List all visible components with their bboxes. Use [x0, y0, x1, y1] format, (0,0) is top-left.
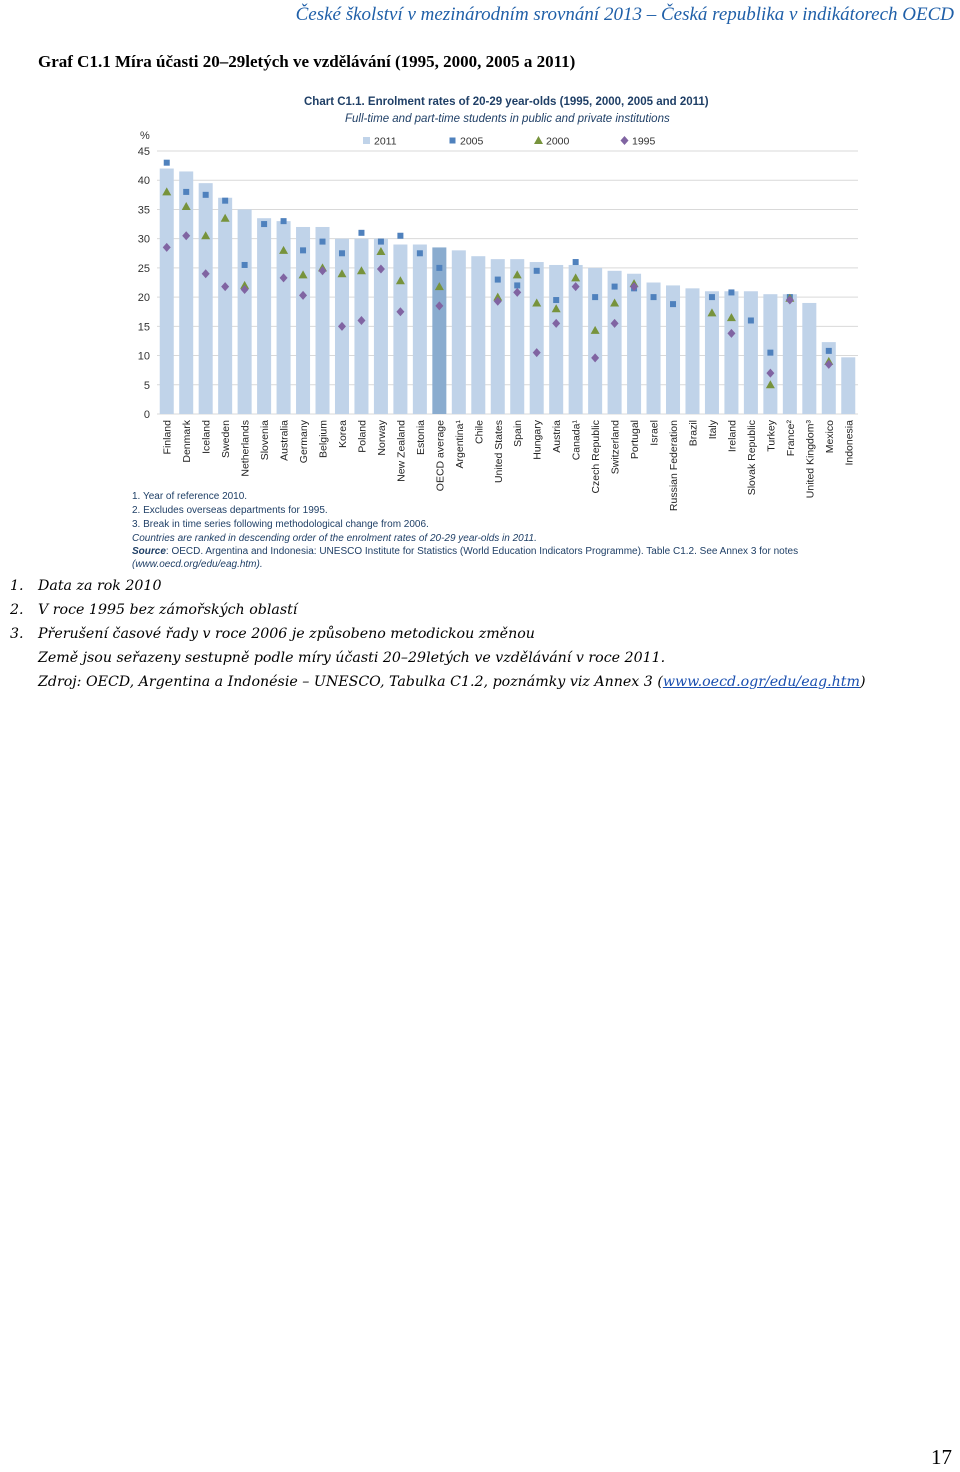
marker-2005-israel [651, 294, 657, 300]
y-tick-label: 40 [137, 175, 150, 188]
source-text: : OECD. Argentina and Indonesia: UNESCO Institute for Statistics (World Education Indicators Programme). Table C1.2. See Annex 3 for notes [165, 546, 799, 557]
bar-sweden [218, 198, 232, 414]
x-label-iceland: Iceland [200, 420, 213, 454]
ranking-note-cz: Země jsou seřazeny sestupně podle míry účasti 20–29letých ve vzdělávání v roce 2011. [38, 650, 666, 666]
marker-2005-ireland [728, 289, 734, 295]
x-label-czech-republic: Czech Republic [590, 420, 603, 494]
note-1 [10, 574, 865, 598]
note-1-text: Data za rok 2010 [38, 578, 162, 594]
x-label-portugal: Portugal [629, 420, 642, 460]
marker-2005-germany [300, 247, 306, 253]
note-1-num: 1. [10, 578, 24, 594]
legend-swatch-2000 [534, 136, 543, 144]
bar-germany [296, 227, 310, 414]
x-label-poland: Poland [356, 420, 369, 453]
source-link[interactable]: www.oecd.ogr/edu/eag.htm [662, 674, 860, 690]
chart-legend [363, 136, 656, 148]
source-url: (www.oecd.org/edu/eag.htm). [132, 559, 263, 570]
chart-subtitle: Full-time and part-time students in public and private institutions [345, 113, 670, 125]
marker-2005-norway [378, 239, 384, 245]
legend-label-1995: 1995 [632, 135, 656, 148]
marker-2005-iceland [203, 192, 209, 198]
x-label-turkey: Turkey [765, 420, 778, 452]
marker-2005-united-states [495, 277, 501, 283]
note-3-text: Přerušení časové řady v roce 2006 je způsobeno metodickou změnou [38, 626, 535, 642]
bar-czech-republic [588, 268, 602, 414]
marker-2005-turkey [767, 350, 773, 356]
x-label-russian-federation: Russian Federation [668, 420, 681, 512]
y-tick-label: 35 [137, 204, 150, 217]
bar-finland [160, 169, 174, 414]
note-2-text: V roce 1995 bez zámořských oblastí [38, 602, 298, 618]
bar-austria [549, 265, 563, 414]
bar-poland [354, 239, 368, 414]
x-label-finland: Finland [161, 420, 174, 455]
source-prefix: Zdroj: OECD, Argentina a Indonésie – UNESCO, Tabulka C1.2, poznámky viz Annex 3 ( [38, 674, 663, 690]
bar-chile [471, 256, 485, 414]
document-header: České školství v mezinárodním srovnání 2013 – Česká republika v indikátorech OECD [295, 4, 954, 25]
page-number: 17 [931, 1445, 952, 1469]
note-2-num: 2. [10, 602, 24, 618]
legend-label-2005: 2005 [460, 135, 484, 148]
bar-spain [510, 259, 524, 414]
x-label-italy: Italy [706, 420, 719, 440]
x-label-chile: Chile [473, 420, 486, 444]
x-label-united-kingdom: United Kingdom³ [804, 420, 817, 499]
marker-2005-poland [358, 230, 364, 236]
x-label-norway: Norway [375, 420, 388, 456]
marker-2005-hungary [534, 268, 540, 274]
x-label-austria: Austria [551, 420, 564, 453]
x-label-united-states: United States [492, 420, 505, 484]
y-tick-label: 30 [137, 233, 150, 246]
x-label-hungary: Hungary [531, 420, 544, 460]
figure-title: Graf C1.1 Míra účasti 20–29letých ve vzdělávání (1995, 2000, 2005 a 2011) [38, 52, 576, 71]
marker-2005-denmark [183, 189, 189, 195]
x-label-denmark: Denmark [181, 420, 194, 463]
bar-france [783, 294, 797, 414]
x-label-slovenia: Slovenia [259, 420, 272, 461]
x-label-brazil: Brazil [687, 420, 700, 447]
bar-belgium [316, 227, 330, 414]
bar-hungary [530, 262, 544, 414]
note-3-num: 3. [10, 626, 24, 642]
marker-2005-slovenia [261, 221, 267, 227]
x-label-israel: Israel [648, 420, 661, 446]
chart-source [132, 546, 798, 557]
x-label-australia: Australia [278, 420, 291, 461]
marker-2005-spain [514, 282, 520, 288]
bar-united-kingdom [802, 303, 816, 414]
marker-2005-oecd-average [436, 265, 442, 271]
marker-2005-russian-federation [670, 301, 676, 307]
x-label-mexico: Mexico [823, 420, 836, 454]
x-label-argentina: Argentina¹ [453, 420, 466, 469]
marker-2005-estonia [417, 250, 423, 256]
x-label-indonesia: Indonesia [843, 420, 856, 466]
source-note-cz [10, 670, 865, 694]
marker-2005-netherlands [242, 262, 248, 268]
marker-2005-slovak-republic [748, 317, 754, 323]
bar-israel [647, 283, 661, 415]
marker-2005-australia [281, 218, 287, 224]
bar-switzerland [608, 271, 622, 414]
bar-iceland [199, 183, 213, 414]
marker-2005-finland [164, 160, 170, 166]
x-label-slovak-republic: Slovak Republic [745, 420, 758, 496]
x-label-sweden: Sweden [220, 420, 233, 458]
bar-argentina [452, 250, 466, 414]
bar-slovenia [257, 218, 271, 414]
bar-oecd-average [432, 247, 446, 414]
footnote-1: 1. Year of reference 2010. [132, 491, 248, 502]
note-3 [10, 622, 865, 646]
y-tick-label: 0 [143, 409, 150, 421]
legend-label-2011: 2011 [374, 135, 397, 148]
source-label: Source [132, 546, 166, 557]
y-tick-label: 45 [137, 146, 150, 158]
bar-new-zealand [393, 245, 407, 414]
marker-2005-belgium [320, 239, 326, 245]
y-tick-label: 5 [143, 379, 150, 392]
marker-2005-canada [573, 259, 579, 265]
legend-swatch-1995 [621, 136, 629, 145]
marker-2005-switzerland [612, 284, 618, 290]
bar-indonesia [841, 357, 855, 414]
x-label-ireland: Ireland [726, 420, 739, 453]
x-label-france: France² [784, 420, 797, 457]
ranking-note: Countries are ranked in descending order of the enrolment rates of 20-29 year-olds in 2011. [132, 533, 537, 544]
chart-title: Chart C1.1. Enrolment rates of 20-29 year-olds (1995, 2000, 2005 and 2011) [304, 96, 709, 108]
marker-2005-mexico [826, 348, 832, 354]
x-label-netherlands: Netherlands [239, 420, 252, 477]
x-label-switzerland: Switzerland [609, 420, 622, 475]
bar-slovak-republic [744, 291, 758, 414]
marker-2005-sweden [222, 198, 228, 204]
legend-label-2000: 2000 [546, 135, 570, 148]
x-label-estonia: Estonia [414, 420, 427, 456]
czech-notes [10, 574, 865, 694]
x-label-spain: Spain [512, 420, 525, 447]
x-label-canada: Canada¹ [570, 420, 583, 461]
marker-2005-new-zealand [397, 233, 403, 239]
bar-brazil [685, 288, 699, 414]
marker-2005-korea [339, 250, 345, 256]
source-suffix: ) [859, 674, 866, 690]
marker-2005-czech-republic [592, 294, 598, 300]
enrolment-chart [0, 85, 880, 573]
legend-swatch-2005 [450, 138, 456, 144]
marker-2005-italy [709, 294, 715, 300]
x-label-new-zealand: New Zealand [395, 420, 408, 482]
marker-2005-austria [553, 297, 559, 303]
footnote-2: 2. Excludes overseas departments for 1995. [132, 505, 328, 516]
bar-portugal [627, 274, 641, 414]
y-tick-label: 15 [137, 321, 150, 334]
x-label-belgium: Belgium [317, 420, 330, 458]
bar-netherlands [238, 209, 252, 414]
legend-swatch-2011 [363, 137, 370, 144]
x-label-germany: Germany [298, 420, 311, 464]
y-tick-label: 25 [137, 262, 150, 275]
y-tick-label: 10 [137, 350, 150, 363]
x-label-korea: Korea [336, 420, 349, 449]
bar-ireland [724, 291, 738, 414]
note-2 [10, 598, 865, 622]
y-tick-label: 20 [137, 292, 150, 305]
y-axis-label: % [140, 130, 150, 142]
bar-estonia [413, 245, 427, 414]
x-label-oecd-average: OECD average [434, 420, 447, 492]
footnote-3: 3. Break in time series following methodological change from 2006. [132, 519, 429, 530]
